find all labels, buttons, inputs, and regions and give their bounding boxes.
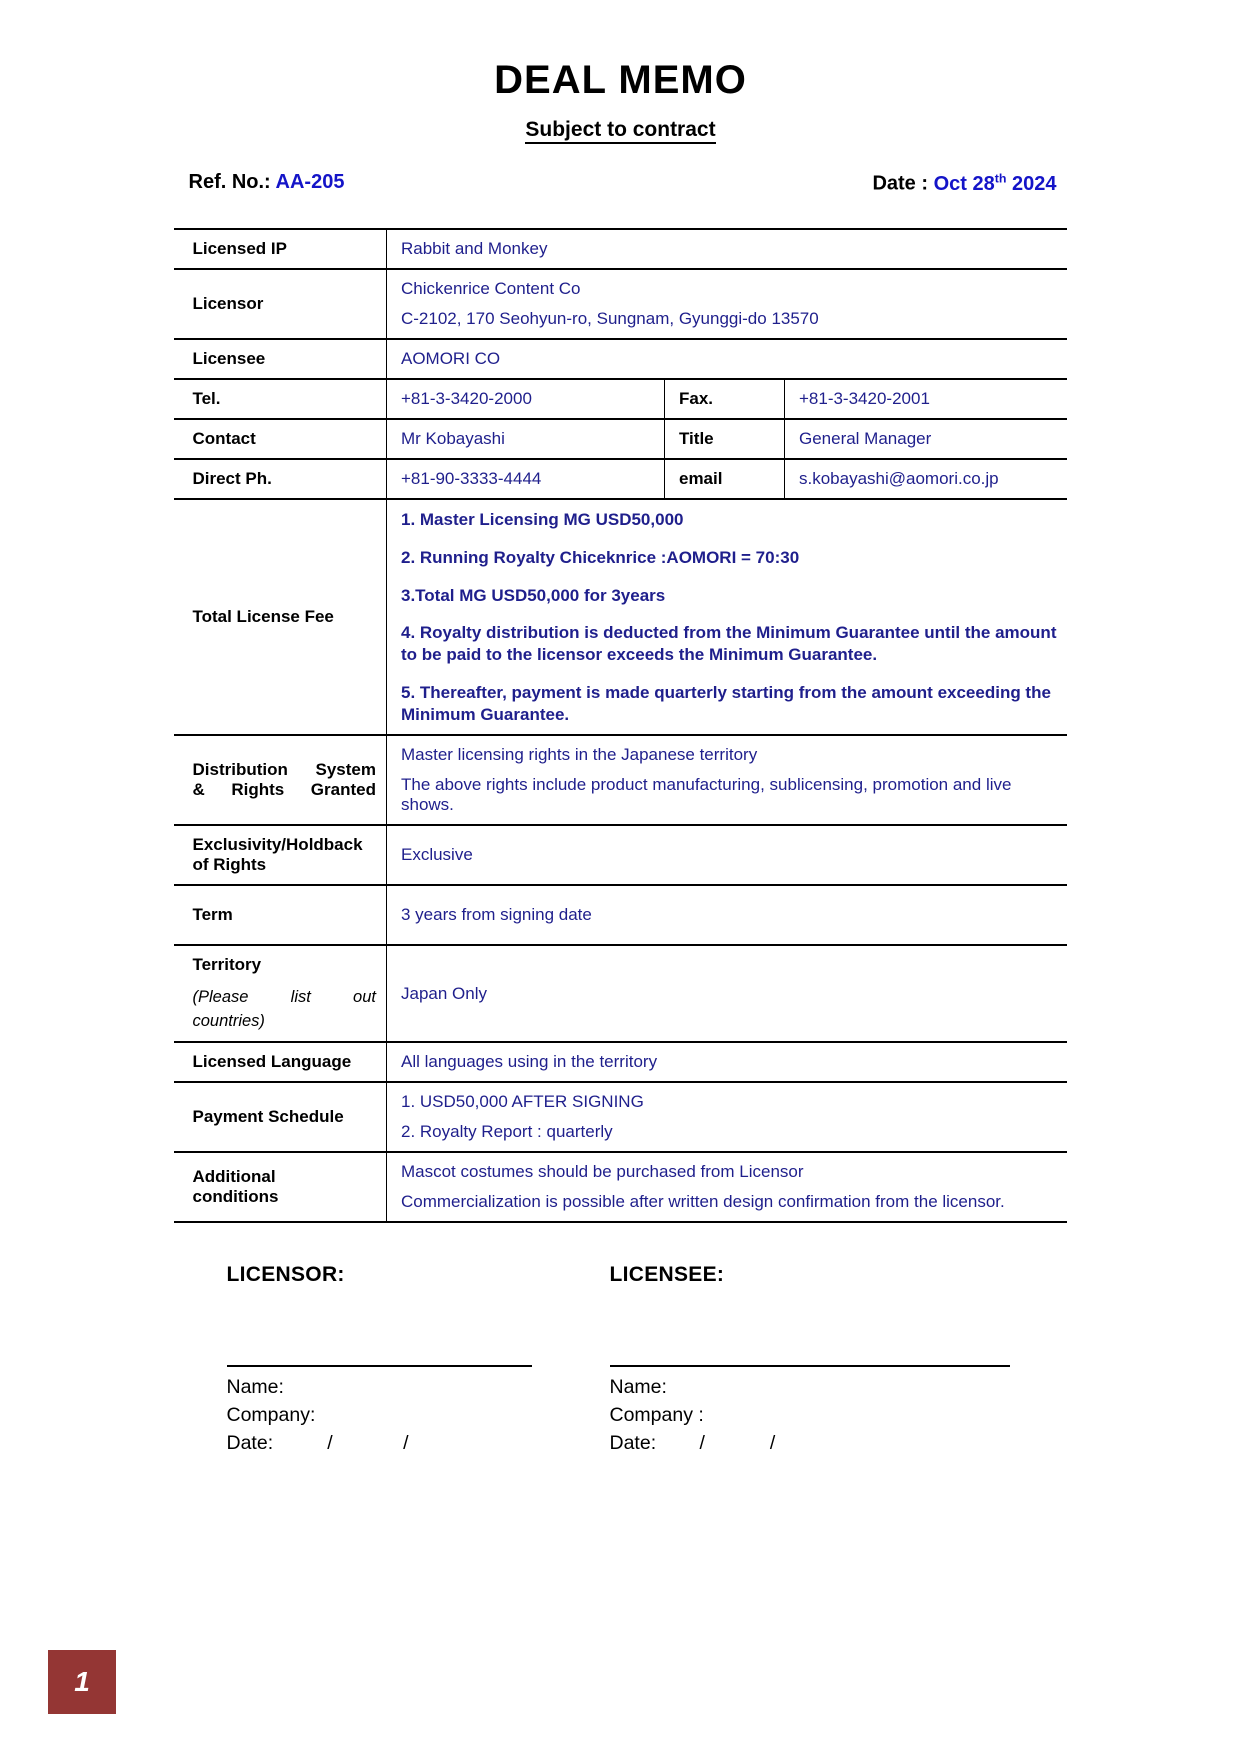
licensor-name-field[interactable]: Name:: [226, 1376, 284, 1399]
page-subtitle: [0, 102, 1241, 142]
payment-item-1: 1. USD50,000 AFTER SIGNING: [400, 1092, 644, 1112]
row-label-distribution-rights: [174, 735, 386, 825]
date-ordinal-suffix: th: [994, 171, 1007, 185]
payment-item-2: 2. Royalty Report : quarterly: [400, 1122, 613, 1142]
row-value-territory: Japan Only: [386, 945, 1066, 1042]
row-value-distribution-rights: [386, 735, 1066, 825]
date-group: [872, 171, 1056, 196]
row-label-term: Term: [174, 885, 386, 945]
ref-no-group: [189, 171, 345, 194]
table-row-tel-fax: [174, 379, 1066, 419]
licensor-heading: LICENSOR:: [226, 1263, 345, 1287]
row-value-contact: Mr Kobayashi: [386, 419, 664, 459]
row-value-fax: +81-3-3420-2001: [784, 379, 1066, 419]
signature-block: [175, 1263, 1067, 1523]
page-title: DEAL MEMO: [494, 58, 747, 102]
licensee-company-field[interactable]: Company :: [609, 1403, 704, 1426]
row-value-payment-schedule: [386, 1082, 1066, 1152]
date-value: [934, 173, 1057, 195]
row-label-exclusivity: [174, 825, 386, 885]
row-value-tel: +81-3-3420-2000: [386, 379, 664, 419]
table-row-contact-title: [174, 419, 1066, 459]
fee-item-1: 1. Master Licensing MG USD50,000: [400, 510, 684, 529]
row-value-additional-conditions: [386, 1152, 1066, 1222]
distribution-line-1: Master licensing rights in the Japanese territory: [400, 745, 758, 765]
row-label-licensed-language: Licensed Language: [174, 1042, 386, 1082]
row-label-total-license-fee: Total License Fee: [174, 499, 386, 735]
row-label-licensor: Licensor: [174, 269, 386, 339]
row-label-email: email: [664, 459, 784, 499]
date-year: 2024: [1012, 172, 1057, 195]
additional-line-2: Commercialization is possible after written design confirmation from the licensor.: [400, 1192, 1005, 1212]
ref-no-label: Ref. No.:: [188, 171, 271, 193]
row-label-tel: Tel.: [174, 379, 386, 419]
fee-item-2: 2. Running Royalty Chiceknrice :AOMORI = 70:30: [400, 547, 800, 567]
table-row-licensor: [174, 269, 1066, 339]
licensee-date-field[interactable]: Date: / /: [609, 1431, 776, 1454]
row-value-email: s.kobayashi@aomori.co.jp: [784, 459, 1066, 499]
ref-date-line: [175, 142, 1067, 201]
licensor-fields: [227, 1374, 567, 1457]
table-row-total-license-fee: [174, 499, 1066, 735]
signature-column-licensee: [610, 1263, 1010, 1457]
territory-note-line1: (Please list out: [192, 988, 376, 1007]
distribution-line-2: The above rights include product manufacturing, sublicensing, promotion and live shows.: [400, 775, 1012, 815]
table-row-exclusivity: [174, 825, 1066, 885]
ref-no-value: AA-205: [275, 171, 345, 193]
licensee-name-field[interactable]: Name:: [609, 1376, 667, 1399]
signature-column-licensor: [227, 1263, 567, 1457]
licensee-heading: LICENSEE:: [609, 1263, 725, 1287]
date-label: Date :: [872, 172, 929, 195]
row-label-payment-schedule: Payment Schedule: [174, 1082, 386, 1152]
row-label-contact: Contact: [174, 419, 386, 459]
territory-label: Territory: [192, 955, 262, 975]
licensor-company-field[interactable]: Company:: [226, 1403, 316, 1426]
row-value-total-license-fee: [386, 499, 1066, 735]
page-subtitle-text: Subject to contract: [525, 118, 715, 144]
row-label-fax: Fax.: [664, 379, 784, 419]
row-value-licensee: AOMORI CO: [386, 339, 1066, 379]
table-row-licensee: [174, 339, 1066, 379]
additional-label-line1: Additional: [192, 1167, 276, 1187]
row-label-territory: [174, 945, 386, 1042]
row-label-additional-conditions: [174, 1152, 386, 1222]
row-label-licensed-ip: Licensed IP: [174, 229, 386, 269]
licensee-fields: [610, 1374, 1010, 1457]
row-label-licensee: Licensee: [174, 339, 386, 379]
table-row-additional-conditions: [174, 1152, 1066, 1222]
licensor-signature-line: [227, 1365, 532, 1367]
date-month-day: Oct 28: [933, 172, 995, 195]
table-row-direct-email: [174, 459, 1066, 499]
distribution-label-line1: Distribution System: [192, 760, 376, 780]
row-value-direct-ph: +81-90-3333-4444: [386, 459, 664, 499]
licensor-address: C-2102, 170 Seohyun-ro, Sungnam, Gyunggi-do 13570: [400, 309, 819, 328]
table-row-distribution-rights: [174, 735, 1066, 825]
table-row-territory: [174, 945, 1066, 1042]
table-row-payment-schedule: [174, 1082, 1066, 1152]
additional-label-line2: conditions: [192, 1187, 279, 1207]
page-number-badge: 1: [48, 1650, 116, 1714]
territory-note-line2: countries): [192, 1011, 265, 1030]
licensor-company-name: Chickenrice Content Co: [400, 279, 581, 298]
fee-item-5: 5. Thereafter, payment is made quarterly starting from the amount exceeding the Minimum Guarantee.: [400, 682, 1051, 724]
fee-item-4: 4. Royalty distribution is deducted from the Minimum Guarantee until the amount to be paid to the licensor exceeds the Minimum Guarantee.: [400, 623, 1057, 664]
row-value-title: General Manager: [784, 419, 1066, 459]
licensee-signature-line: [610, 1365, 1010, 1367]
row-value-licensed-language: All languages using in the territory: [386, 1042, 1066, 1082]
licensor-date-field[interactable]: Date: / /: [226, 1431, 409, 1454]
additional-line-1: Mascot costumes should be purchased from Licensor: [400, 1162, 804, 1182]
table-row-licensed-ip: [174, 229, 1066, 269]
row-value-term: 3 years from signing date: [386, 885, 1066, 945]
row-value-licensed-ip: Rabbit and Monkey: [386, 229, 1066, 269]
table-row-term: [174, 885, 1066, 945]
deal-memo-table: [174, 228, 1066, 1223]
row-label-title: Title: [664, 419, 784, 459]
exclusivity-label-line2: of Rights: [192, 855, 267, 875]
row-value-exclusivity: Exclusive: [386, 825, 1066, 885]
exclusivity-label-line1: Exclusivity/Holdback: [192, 835, 363, 855]
fee-item-3: 3.Total MG USD50,000 for 3years: [400, 585, 666, 605]
row-label-direct-ph: Direct Ph.: [174, 459, 386, 499]
table-row-licensed-language: [174, 1042, 1066, 1082]
row-value-licensor: [386, 269, 1066, 339]
distribution-label-line2: & Rights Granted: [192, 780, 376, 800]
